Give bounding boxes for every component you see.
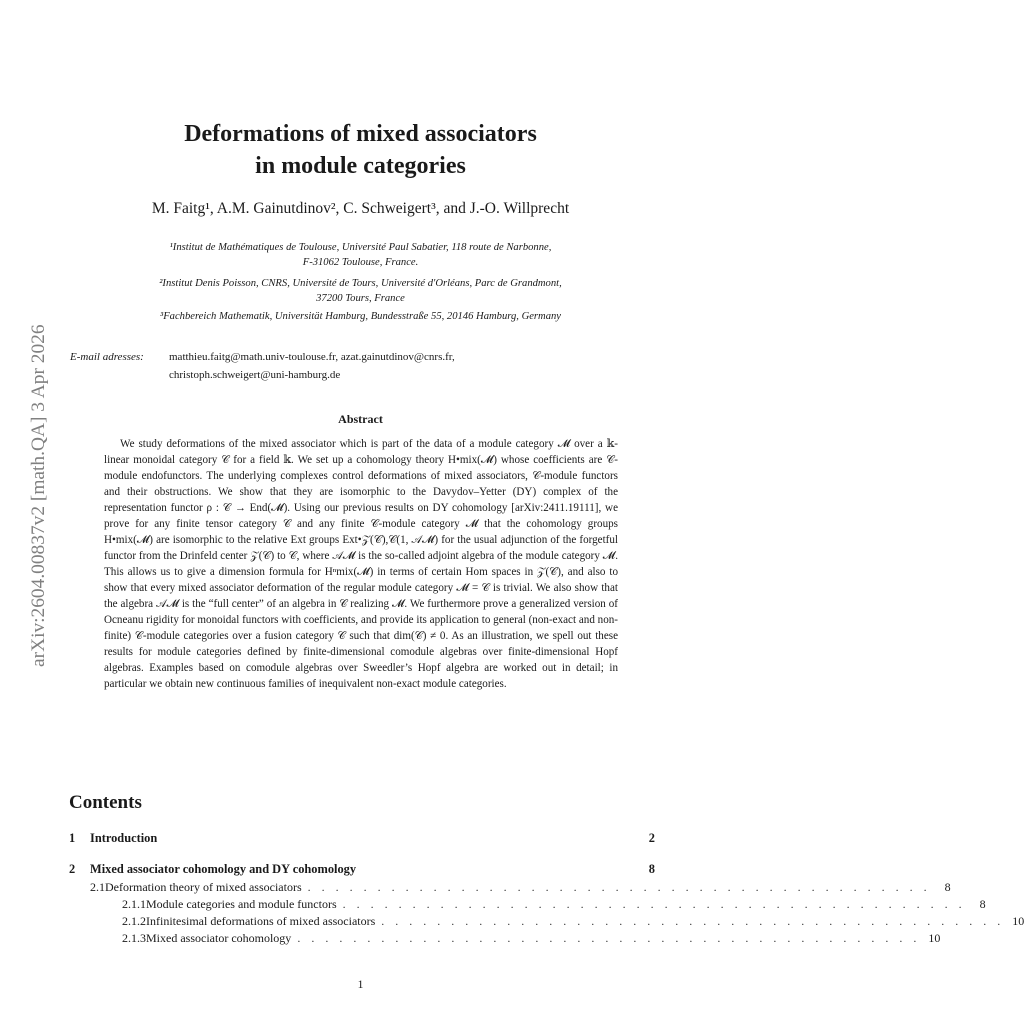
affiliation-2	[60, 276, 661, 306]
affiliation-3-line-1: ³Fachbereich Mathematik, Universität Hamburg, Bundesstraße 55, 20146 Hamburg, Germany	[160, 311, 561, 322]
toc-entry-title[interactable]: Mixed associator cohomology	[146, 931, 292, 945]
toc-entry-2-1-2[interactable]	[122, 914, 1024, 929]
toc-entry-title[interactable]: Introduction	[90, 831, 158, 845]
toc-entry-page[interactable]: 10	[928, 931, 941, 945]
toc-leader-dots: . . . . . . . . . . . . . . . . . . . . . . . . . . . . . . . . . . . . . . . . . . . . .	[381, 914, 1005, 928]
toc-entry-title[interactable]: Module categories and module functors	[146, 897, 337, 911]
affiliation-1-line-2: F-31062 Toulouse, France.	[302, 257, 419, 268]
abstract-body: We study deformations of the mixed associator which is part of the data of a module category 𝓜 over a 𝕜-linear monoidal category 𝒞 for a field 𝕜. We set up a cohomology theory H•mix(𝓜) whose coefficients are 𝒞-module endofunctors. The underlying complexes control deformations of mixed associators, 𝒞-module functors and their obstructions. We show that they are isomorphic to the Davydov–Yetter (DY) complex of the representation functor ρ : 𝒞 → End(𝓜). Using our previous results on DY cohomology [arXiv:2411.19111], we prove for any finite tensor category 𝒞 and any finite 𝒞-module category 𝓜 that the cohomology groups H•mix(𝓜) are isomorphic to the relative Ext groups Ext•𝒵(𝒞),𝒞(1, 𝒜𝓜) for the usual adjunction of the forgetful functor from the Drinfeld center 𝒵(𝒞) to 𝒞, where 𝒜𝓜 is the so-called adjoint algebra of the module category 𝓜. This allows us to give a dimension formula for Hⁿmix(𝓜) in terms of certain Hom spaces in 𝒵(𝒞), and also to show that every mixed associator deformation of the regular module category 𝓜 = 𝒞 is trivial. We also show that the algebra 𝒜𝓜 is the “full center” of an algebra in 𝒞 realizing 𝓜. We furthermore prove a generalized version of Ocneanu rigidity for monoidal functors with coefficients, and provide its application to general (non-exact and non-finite) 𝒞-module categories over a fusion category 𝒞 such that dim(𝒞) ≠ 0. As an illustration, we spell out these results for module categories defined by finite-dimensional comodule algebras over finite-dimensional Hopf algebras. Examples based on comodule algebras over Sweedler’s Hopf algebra are worked out in detail; in particular we obtain new continuous families of inequivalent non-exact module categories.	[104, 438, 618, 690]
abstract-heading: Abstract	[338, 412, 383, 426]
email-label: E-mail adresses:	[70, 351, 144, 363]
page-number: 1	[357, 977, 364, 991]
toc-entry-2-1-1[interactable]	[122, 897, 986, 912]
toc-entry-title[interactable]: Deformation theory of mixed associators	[105, 880, 302, 894]
email-line-2[interactable]: christoph.schweigert@uni-hamburg.de	[169, 369, 341, 381]
contents-heading: Contents	[69, 792, 142, 813]
toc-entry-page[interactable]: 8	[648, 862, 655, 876]
arxiv-stamp	[12, 324, 58, 670]
paper-title	[60, 118, 661, 182]
title-line-2: in module categories	[255, 153, 466, 179]
email-block	[70, 348, 670, 384]
toc-entry-2[interactable]	[69, 862, 655, 877]
toc-entry-page[interactable]: 2	[648, 831, 655, 845]
email-line-1[interactable]: matthieu.faitg@math.univ-toulouse.fr, azat.gainutdinov@cnrs.fr,	[169, 351, 455, 363]
author-list: M. Faitg¹, A.M. Gainutdinov², C. Schweigert³, and J.-O. Willprecht	[151, 200, 570, 217]
toc-entry-page[interactable]: 8	[979, 897, 986, 911]
toc-entry-number: 2	[69, 862, 76, 876]
toc-entry-number: 2.1.2	[122, 914, 146, 928]
toc-entry-title[interactable]: Mixed associator cohomology and DY cohomology	[90, 862, 357, 876]
affiliation-2-line-2: 37200 Tours, France	[316, 293, 405, 304]
toc-leader-dots: . . . . . . . . . . . . . . . . . . . . . . . . . . . . . . . . . . . . . . . . . . . . .	[297, 931, 921, 945]
toc-entry-page[interactable]: 8	[944, 880, 951, 894]
affiliation-1	[60, 240, 661, 270]
affiliation-1-line-1: ¹Institut de Mathématiques de Toulouse, Université Paul Sabatier, 118 route de Narbonne,	[169, 242, 552, 253]
toc-entry-number: 2.1.3	[122, 931, 146, 945]
toc-entry-number: 2.1	[90, 880, 105, 894]
title-line-1: Deformations of mixed associators	[184, 121, 537, 147]
toc-entry-number: 1	[69, 831, 76, 845]
toc-leader-dots: . . . . . . . . . . . . . . . . . . . . . . . . . . . . . . . . . . . . . . . . . . . . .	[342, 897, 966, 911]
arxiv-stamp-text: arXiv:2604.00837v2 [math.QA] 3 Apr 2026	[28, 324, 49, 667]
toc-entry-title[interactable]: Infinitesimal deformations of mixed associators	[146, 914, 376, 928]
toc-entry-2-1[interactable]	[90, 880, 951, 895]
affiliation-3	[60, 309, 661, 324]
toc-entry-page[interactable]: 10	[1012, 914, 1024, 928]
toc-leader-dots: . . . . . . . . . . . . . . . . . . . . . . . . . . . . . . . . . . . . . . . . . . . . .	[307, 880, 931, 894]
toc-entry-1[interactable]	[69, 831, 655, 846]
affiliation-2-line-1: ²Institut Denis Poisson, CNRS, Université de Tours, Université d'Orléans, Parc de Grandmont,	[159, 278, 562, 289]
arxiv-stamp-svg	[12, 324, 58, 670]
toc-entry-number: 2.1.1	[122, 897, 146, 911]
toc-entry-2-1-3[interactable]	[122, 931, 941, 946]
